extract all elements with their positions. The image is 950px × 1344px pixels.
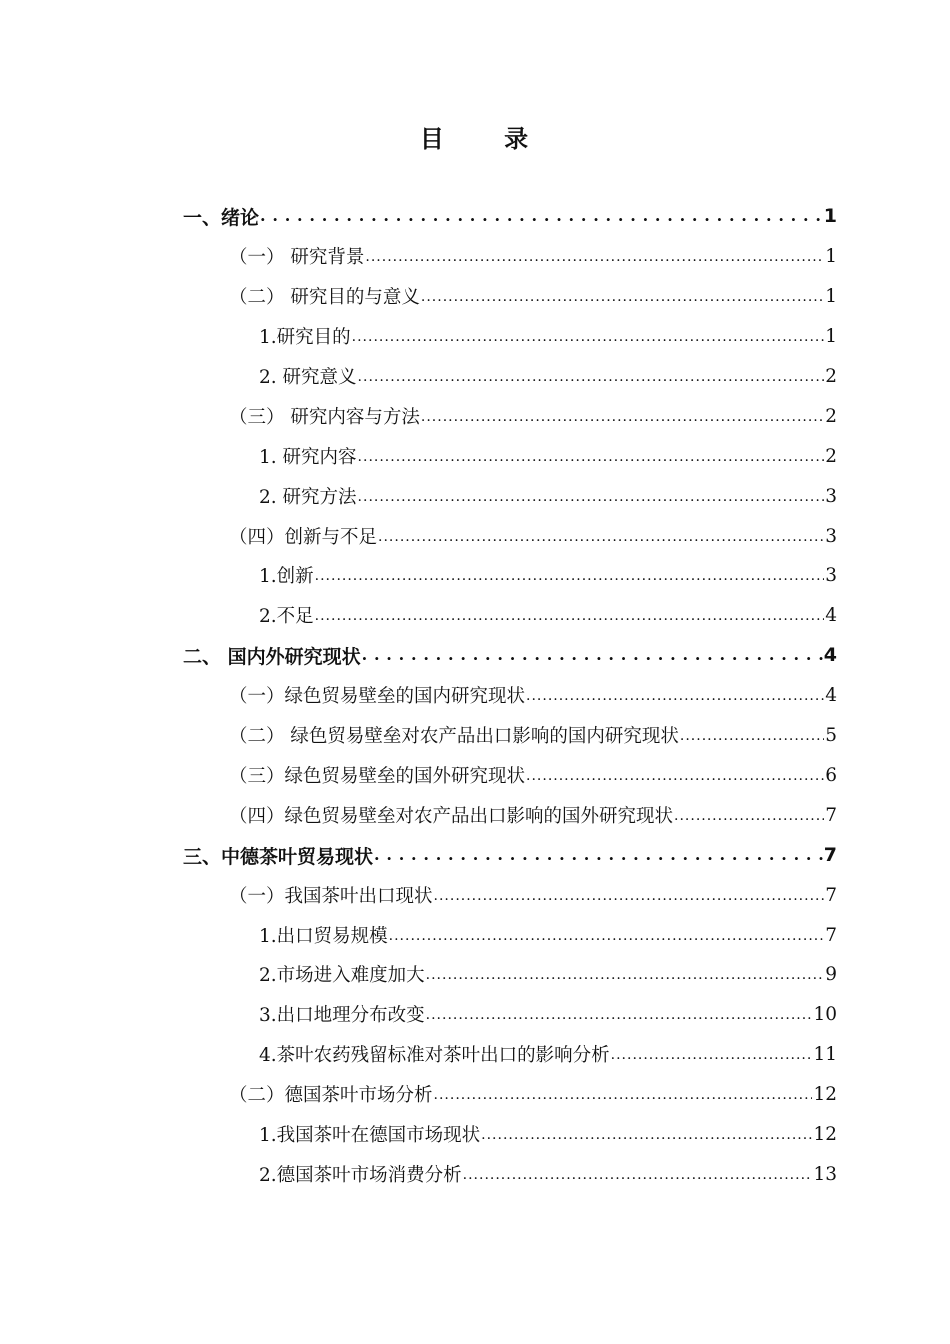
toc-entry-label: 一、绪论 <box>183 206 260 229</box>
toc-entry[interactable] <box>229 875 837 915</box>
dot-leader <box>378 525 824 547</box>
dot-leader <box>362 644 823 666</box>
toc-entry-page: 6 <box>825 764 837 786</box>
toc-entry-label: 二、 国内外研究现状 <box>183 645 361 668</box>
toc-entry-page: 12 <box>813 1123 837 1145</box>
toc-entry-page: 1 <box>825 325 837 347</box>
dot-leader <box>434 1083 813 1105</box>
toc-entry[interactable] <box>259 595 837 635</box>
toc-entry-page: 2 <box>825 365 837 387</box>
dot-leader <box>481 1123 812 1145</box>
toc-entry-page: 5 <box>825 724 837 746</box>
toc-entry-label: 1.我国茶叶在德国市场现状 <box>259 1125 481 1146</box>
dot-leader <box>365 245 824 267</box>
toc-entry[interactable] <box>229 516 837 556</box>
toc-entry-label: （二）德国茶叶市场分析 <box>229 1085 433 1106</box>
toc-entry[interactable] <box>259 555 837 595</box>
page-title: 目 录 <box>419 124 555 153</box>
toc-entry[interactable] <box>259 994 837 1034</box>
toc-entry[interactable] <box>229 755 837 795</box>
toc-entry-page: 1 <box>823 205 837 227</box>
toc-entry-page: 4 <box>825 604 837 626</box>
toc-entry[interactable] <box>229 675 837 715</box>
dot-leader <box>352 325 825 347</box>
dot-leader <box>315 564 825 586</box>
toc-entry-label: 2.市场进入难度加大 <box>259 965 425 986</box>
toc-entry-label: （三） 研究内容与方法 <box>229 407 420 428</box>
dot-leader <box>680 724 824 746</box>
toc-entry-label: 2. 研究意义 <box>259 367 357 388</box>
toc-entry-page: 2 <box>825 445 837 467</box>
toc-entry-chapter-2[interactable] <box>183 635 837 675</box>
toc-entry-page: 7 <box>825 924 837 946</box>
toc-entry-page: 13 <box>813 1163 837 1185</box>
toc-entry-chapter-3[interactable] <box>183 835 837 875</box>
toc-entry-page: 3 <box>825 564 837 586</box>
dot-leader <box>389 924 825 946</box>
dot-leader <box>463 1163 813 1185</box>
toc-entry-page: 4 <box>825 684 837 706</box>
toc-entry-label: 4.茶叶农药残留标准对茶叶出口的影响分析 <box>259 1045 610 1066</box>
dot-leader <box>674 804 824 826</box>
dot-leader <box>358 445 825 467</box>
dot-leader <box>526 764 824 786</box>
dot-leader <box>426 1003 813 1025</box>
toc-entry[interactable] <box>259 1154 837 1194</box>
toc-entry-label: （四）创新与不足 <box>229 527 378 548</box>
toc-entry[interactable] <box>229 795 837 835</box>
toc-entry-label: 3.出口地理分布改变 <box>259 1005 425 1026</box>
toc-entry-page: 9 <box>825 963 837 985</box>
toc-entry-page: 7 <box>823 844 837 866</box>
toc-entry-chapter-1[interactable] <box>183 196 837 236</box>
dot-leader <box>358 365 825 387</box>
toc-entry[interactable] <box>229 1074 837 1114</box>
toc-entry-label: （二） 绿色贸易壁垒对农产品出口影响的国内研究现状 <box>229 726 679 747</box>
toc-entry-page: 3 <box>825 525 837 547</box>
toc-entry[interactable] <box>259 1034 837 1074</box>
toc-entry[interactable] <box>259 316 837 356</box>
toc-entry-label: 1.研究目的 <box>259 327 351 348</box>
toc-entry-page: 11 <box>813 1043 837 1065</box>
dot-leader <box>434 884 825 906</box>
toc-entry[interactable] <box>229 715 837 755</box>
toc-entry-page: 10 <box>813 1003 837 1025</box>
toc-entry-page: 2 <box>825 405 837 427</box>
toc-entry[interactable] <box>259 436 837 476</box>
toc-entry-page: 4 <box>823 644 837 666</box>
toc-entry[interactable] <box>229 396 837 436</box>
toc-entry[interactable] <box>259 954 837 994</box>
toc-entry-page: 1 <box>825 285 837 307</box>
toc-entry-label: 1.出口贸易规模 <box>259 926 388 947</box>
toc-entry-label: 1.创新 <box>259 566 314 587</box>
dot-leader <box>611 1043 813 1065</box>
dot-leader <box>426 963 825 985</box>
toc-entry-label: 1. 研究内容 <box>259 447 357 468</box>
toc-entry-label: （三）绿色贸易壁垒的国外研究现状 <box>229 766 526 787</box>
toc-entry-label: （四）绿色贸易壁垒对农产品出口影响的国外研究现状 <box>229 806 674 827</box>
toc-entry-label: （一） 研究背景 <box>229 247 365 268</box>
toc-entry[interactable] <box>259 356 837 396</box>
dot-leader <box>421 405 824 427</box>
toc-entry[interactable] <box>259 476 837 516</box>
toc-entry-page: 7 <box>825 884 837 906</box>
toc-entry-label: （二） 研究目的与意义 <box>229 287 420 308</box>
toc-entry[interactable] <box>259 915 837 955</box>
dot-leader <box>421 285 824 307</box>
dot-leader <box>526 684 824 706</box>
toc-entry-label: 2.不足 <box>259 606 314 627</box>
toc-entry[interactable] <box>259 1114 837 1154</box>
toc-entry-page: 3 <box>825 485 837 507</box>
dot-leader <box>260 205 823 227</box>
toc-entry-page: 1 <box>825 245 837 267</box>
toc-entry-label: 2.德国茶叶市场消费分析 <box>259 1165 462 1186</box>
toc-entry-page: 7 <box>825 804 837 826</box>
toc-entry-page: 12 <box>813 1083 837 1105</box>
toc-entry-label: （一）绿色贸易壁垒的国内研究现状 <box>229 686 526 707</box>
dot-leader <box>374 844 823 866</box>
toc-entry-label: （一）我国茶叶出口现状 <box>229 886 433 907</box>
toc-entry-label: 三、中德茶叶贸易现状 <box>183 845 374 868</box>
dot-leader <box>315 604 825 626</box>
toc-entry-label: 2. 研究方法 <box>259 487 357 508</box>
toc-entry[interactable] <box>229 236 837 276</box>
toc-entry[interactable] <box>229 276 837 316</box>
dot-leader <box>358 485 825 507</box>
